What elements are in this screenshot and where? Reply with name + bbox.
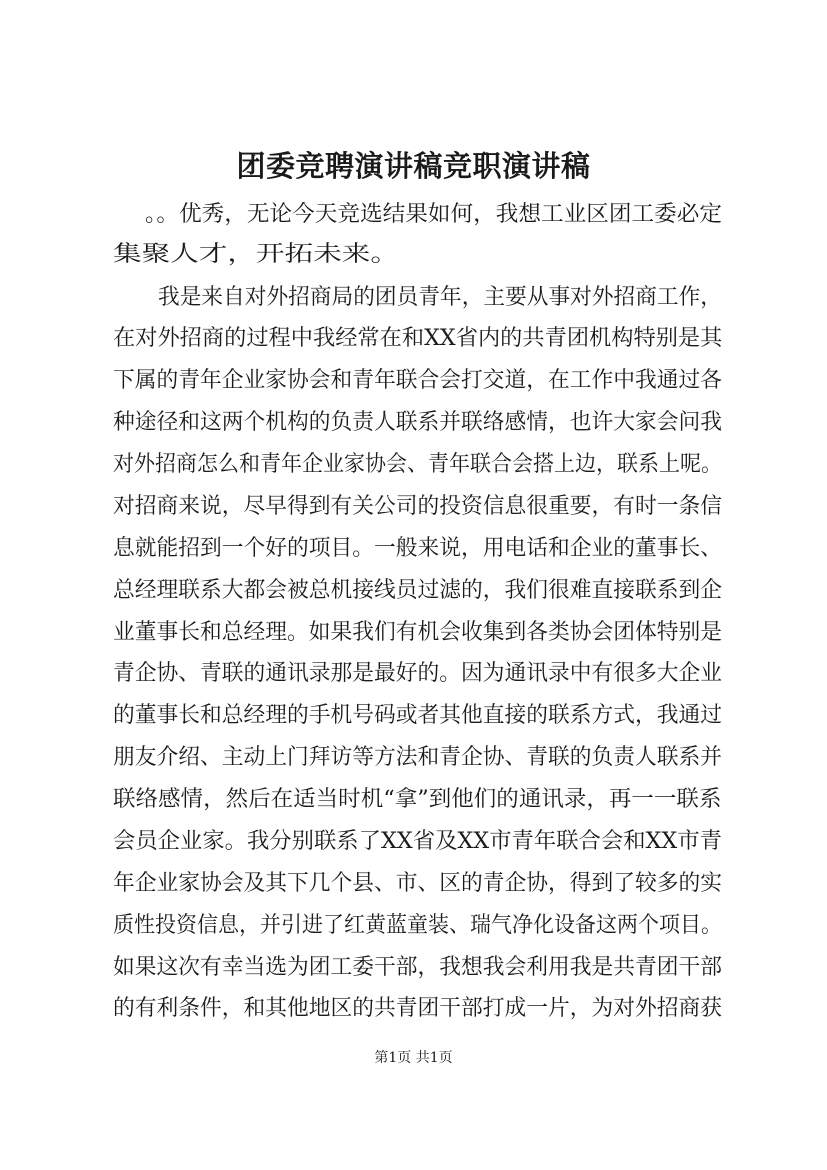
text-line: 我是来自对外招商局的团员青年，主要从事对外招商工作，: [158, 285, 723, 310]
text-line: 下属的青年企业家协会和青年联合会打交道，在工作中我通过各: [113, 368, 722, 393]
text-line: 联络感情，然后在适当时机“拿”到他们的通讯录，再一一联系: [113, 787, 722, 812]
page-number-footer: 第1页 共1页: [374, 1050, 453, 1066]
text-line: 的董事长和总经理的手机号码或者其他直接的联系方式，我通过: [113, 703, 722, 728]
text-line: 质性投资信息，并引进了红黄蓝童装、瑞气净化设备这两个项目。: [113, 913, 722, 938]
text-line: 会员企业家。我分别联系了XX省及XX市青年联合会和XX市青: [113, 829, 722, 854]
text-line: 集聚人才，开拓未来。: [113, 242, 400, 267]
text-line: 总经理联系大都会被总机接线员过滤的，我们很难直接联系到企: [113, 578, 722, 603]
text-line: 。。优秀，无论今天竞选结果如何，我想工业区团工委必定: [145, 202, 723, 227]
text-line: 青企协、青联的通讯录那是最好的。因为通讯录中有很多大企业: [113, 661, 722, 686]
text-line: 对招商来说，尽早得到有关公司的投资信息很重要，有时一条信: [113, 494, 722, 519]
text-line: 息就能招到一个好的项目。一般来说，用电话和企业的董事长、: [113, 536, 722, 561]
text-line: 朋友介绍、主动上门拜访等方法和青企协、青联的负责人联系并: [113, 745, 722, 770]
text-line: 年企业家协会及其下几个县、市、区的青企协，得到了较多的实: [113, 871, 722, 896]
text-line: 的有利条件，和其他地区的共青团干部打成一片，为对外招商获: [113, 996, 722, 1021]
text-line: 业董事长和总经理。如果我们有机会收集到各类协会团体特别是: [113, 620, 722, 645]
text-line: 种途径和这两个机构的负责人联系并联络感情，也许大家会问我: [113, 410, 722, 435]
text-line: 在对外招商的过程中我经常在和XX省内的共青团机构特别是其: [113, 326, 723, 351]
text-line: 对外招商怎么和青年企业家协会、青年联合会搭上边，联系上呢。: [113, 452, 722, 477]
document-title: 团委竞聘演讲稿竞职演讲稿: [236, 149, 591, 183]
text-line: 如果这次有幸当选为团工委干部，我想我会利用我是共青团干部: [113, 955, 722, 980]
